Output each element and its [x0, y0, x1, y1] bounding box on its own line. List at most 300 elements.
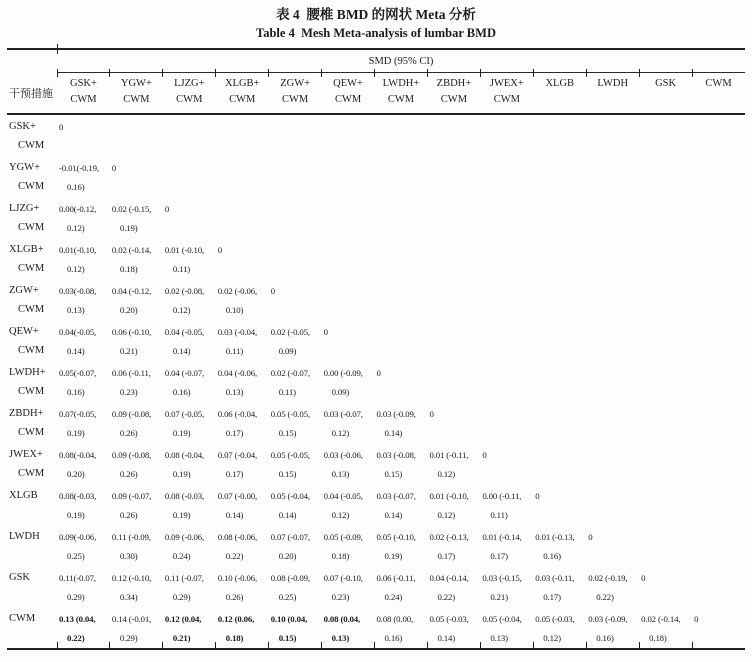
cell-line-1: 0.02 (-0.15,: [111, 204, 152, 214]
cell-line-2: 0.19): [67, 510, 85, 520]
table-row: [7, 484, 745, 525]
cell: [269, 320, 322, 361]
cell-line-1: 0.02 (-0.14,: [111, 245, 152, 255]
cell-line-1: 0.03(-0.08,: [59, 286, 97, 296]
row-header-label: 干预措施: [7, 73, 57, 115]
cell-line-1: 0.00 (-0.11,: [482, 491, 522, 501]
cell-line-2: 0.19): [172, 469, 191, 479]
cell: [480, 525, 533, 566]
cell: [57, 361, 110, 402]
column-header: [639, 73, 692, 115]
cell: [110, 443, 163, 484]
cell-line-1: 0.01 (-0.10,: [164, 245, 205, 255]
row-label: [7, 238, 57, 279]
cell-line-2: 0.13): [331, 469, 350, 479]
cell: [216, 238, 269, 279]
cell: [427, 525, 480, 566]
cell-line-1: 0.05 (-0.09,: [323, 532, 363, 542]
cell-line-1: 0: [270, 286, 275, 296]
column-header: [427, 73, 480, 115]
cell-line-1: XLGB+: [224, 78, 260, 89]
table-row: [7, 320, 745, 361]
cell-line-1: 0.03 (-0.15,: [482, 573, 522, 583]
cell-line-2: 0.14): [172, 346, 191, 356]
table-row: [7, 402, 745, 443]
cell-line-1: 0.07(-0.05,: [59, 409, 97, 419]
cell-line-2: 0.13): [331, 633, 350, 643]
cell-line-1: 0.11 (-0.09,: [111, 532, 151, 542]
cell-line-1: 0.01 (-0.13,: [535, 532, 575, 542]
cell: [322, 566, 375, 607]
meta-analysis-table: [7, 48, 745, 650]
cell: [322, 443, 375, 484]
cell: [639, 566, 692, 607]
cell-line-1: 0.12 (-0.10,: [111, 573, 152, 583]
cell: [57, 443, 110, 484]
cell-line-1: 0.03 (-0.06,: [323, 450, 363, 460]
cell-line-1: 0.02 (-0.19,: [588, 573, 628, 583]
cell: [163, 566, 216, 607]
cell-line-2: 0.09): [331, 387, 350, 397]
cell-line-2: 0.11): [278, 387, 296, 397]
cell-line-1: 0.04(-0.05,: [59, 327, 97, 337]
cell-line-1: 0.03 (-0.11,: [535, 573, 575, 583]
cell-line-1: 0.01 (-0.11,: [429, 450, 469, 460]
cell-line-1: 0.11 (-0.07,: [164, 573, 204, 583]
cell-line-1: 0.04 (-0.07,: [164, 368, 205, 378]
cell-line-2: 0.11): [225, 346, 244, 356]
cell-line-1: 0: [111, 163, 117, 173]
cell: [269, 402, 322, 443]
cell-line-2: CWM: [334, 93, 362, 105]
cell-line-2: 0.24): [384, 592, 403, 602]
cell-line-1: LJZG+: [174, 78, 205, 89]
cell-line-1: XLGB: [9, 490, 38, 501]
cell-line-1: LWDH+: [382, 78, 420, 89]
cell-line-1: YGW+: [9, 162, 40, 173]
cell-line-1: JWEX+: [9, 449, 43, 460]
cell-line-1: 0.00(-0.12,: [59, 204, 97, 214]
cell-line-2: 0.26): [119, 469, 138, 479]
cell: [427, 402, 480, 443]
cell: [163, 197, 216, 238]
cell-line-2: 0.12): [67, 223, 85, 233]
cell: [692, 607, 745, 649]
cell-line-2: 0.16): [172, 387, 191, 397]
cell: [57, 197, 110, 238]
cell: [163, 607, 216, 649]
cell-line-1: 0.10 (0.04,: [270, 614, 308, 624]
cell-line-2: 0.15): [384, 469, 403, 479]
cell-line-1: JWEX+: [489, 78, 524, 89]
table-row: [7, 238, 745, 279]
cell-line-1: 0: [429, 409, 434, 419]
cell-line-1: 0.08 (0.00,: [376, 614, 413, 624]
cell-line-1: 0.06 (-0.04,: [217, 409, 258, 419]
cell-line-1: 0.03 (-0.08,: [376, 450, 416, 460]
cell-line-1: GSK: [9, 572, 31, 583]
column-header-row: [7, 73, 745, 115]
table-row: [7, 114, 745, 156]
table-row: [7, 607, 745, 649]
cell-line-1: 0.08 (-0.09,: [270, 573, 310, 583]
cell-line-1: 0.03 (-0.07,: [376, 491, 416, 501]
cell-line-1: 0.00 (-0.09,: [323, 368, 363, 378]
cell-line-2: 0.26): [225, 592, 244, 602]
cell-line-2: CWM: [18, 468, 45, 479]
cell-line-2: CWM: [18, 181, 45, 192]
cell: [375, 607, 428, 649]
cell: [163, 361, 216, 402]
cell: [322, 361, 375, 402]
cell-line-2: 0.17): [490, 551, 508, 561]
table-title-en: Table 4 Mesh Meta-analysis of lumbar BMD: [256, 26, 496, 40]
cell-line-1: 0: [164, 204, 170, 214]
cell-line-2: 0.21): [172, 633, 191, 643]
cell-line-1: 0.02 (-0.07,: [270, 368, 310, 378]
cell-line-1: 0.01 (-0.10,: [429, 491, 469, 501]
cell-line-1: 0: [535, 491, 540, 501]
cell: [110, 238, 163, 279]
cell-line-1: 0.09(-0.06,: [59, 532, 97, 542]
column-header: [216, 73, 269, 115]
cell-line-1: -0.01(-0.19,: [59, 163, 99, 173]
cell-line-1: 0.02 (-0.06,: [217, 286, 258, 296]
cell-line-2: 0.29): [172, 592, 191, 602]
cell: [163, 320, 216, 361]
cell-line-1: 0.09 (-0.08,: [111, 450, 152, 460]
row-label: [7, 484, 57, 525]
cell-line-1: 0.08 (-0.06,: [217, 532, 258, 542]
cell-line-1: 0.03 (-0.04,: [217, 327, 258, 337]
column-header: [110, 73, 163, 115]
cell: [110, 566, 163, 607]
cell: [586, 607, 639, 649]
cell-line-2: 0.19): [172, 428, 191, 438]
cell-line-1: 0.07 (-0.07,: [270, 532, 310, 542]
cell-line-1: QEW+: [9, 326, 39, 337]
cell: [110, 279, 163, 320]
cell-line-1: 0.05(-0.07,: [59, 368, 97, 378]
cell-line-1: 0: [482, 450, 487, 460]
cell-line-2: 0.12): [437, 510, 456, 520]
cell: [163, 484, 216, 525]
cell-line-1: 0.08 (-0.04,: [164, 450, 205, 460]
cell-line-1: 0.03 (-0.09,: [376, 409, 416, 419]
cell-line-2: 0.15): [278, 428, 297, 438]
cell-line-2: 0.15): [278, 633, 297, 643]
row-label: [7, 279, 57, 320]
cell: [375, 566, 428, 607]
cell: [163, 402, 216, 443]
cell: [269, 279, 322, 320]
cell-line-2: 0.14): [67, 346, 85, 356]
cell-line-2: CWM: [123, 93, 150, 105]
span-header-row: [7, 49, 745, 73]
cell: [269, 484, 322, 525]
cell: [57, 279, 110, 320]
cell: [322, 320, 375, 361]
cell-line-2: 0.12): [437, 469, 456, 479]
cell-line-2: 0.11): [172, 264, 191, 274]
cell-line-2: 0.17): [437, 551, 456, 561]
cell: [533, 566, 586, 607]
cell-line-2: 0.12): [172, 305, 191, 315]
cell-line-1: 0.07 (-0.04,: [217, 450, 258, 460]
cell-line-1: LWDH: [9, 531, 40, 542]
column-header: [269, 73, 322, 115]
cell: [216, 607, 269, 649]
cell: [269, 525, 322, 566]
table-row: [7, 525, 745, 566]
cell-line-2: 0.30): [119, 551, 138, 561]
cell: [110, 402, 163, 443]
column-header: [480, 73, 533, 115]
cell-line-1: CWM: [705, 78, 732, 89]
cell-line-2: 0.25): [278, 592, 297, 602]
cell-line-1: 0.10 (-0.06,: [217, 573, 258, 583]
cell-line-1: 0.05 (-0.03,: [535, 614, 575, 624]
cell-line-1: LWDH+: [9, 367, 46, 378]
cell-line-2: 0.20): [119, 305, 138, 315]
cell-line-1: 0.12 (0.06,: [217, 614, 255, 624]
cell-line-2: 0.18): [119, 264, 138, 274]
cell-line-1: 0.04 (-0.06,: [217, 368, 258, 378]
cell: [322, 607, 375, 649]
cell-line-2: 0.14): [437, 633, 456, 643]
cell: [110, 320, 163, 361]
cell-line-1: LJZG+: [9, 203, 40, 214]
cell-line-1: 0: [588, 532, 593, 542]
cell-line-2: 0.25): [67, 551, 85, 561]
cell-line-2: CWM: [493, 93, 520, 105]
cell-line-2: 0.22): [596, 592, 614, 602]
cell-line-2: 0.29): [67, 592, 85, 602]
cell: [216, 443, 269, 484]
cell-line-2: CWM: [18, 222, 45, 233]
cell: [480, 566, 533, 607]
cell: [216, 320, 269, 361]
cell-line-1: XLGB: [545, 78, 575, 89]
cell: [163, 238, 216, 279]
cell: [427, 607, 480, 649]
cell-line-1: ZGW+: [9, 285, 39, 296]
cell-line-2: 0.20): [67, 469, 85, 479]
table-row: [7, 156, 745, 197]
cell-line-1: 0.04 (-0.05,: [323, 491, 363, 501]
cell-line-1: 0: [59, 122, 64, 132]
cell-line-2: 0.19): [119, 223, 138, 233]
cell: [57, 484, 110, 525]
cell-line-1: QEW+: [333, 78, 363, 89]
cell-line-1: GSK+: [69, 78, 97, 89]
cell-line-2: 0.18): [225, 633, 244, 643]
cell-line-1: ZGW+: [280, 78, 311, 89]
cell-line-1: 0.09 (-0.08,: [111, 409, 152, 419]
cell-line-2: CWM: [440, 93, 468, 105]
cell: [427, 566, 480, 607]
cell-line-2: CWM: [18, 386, 45, 397]
cell-line-2: CWM: [176, 93, 203, 105]
cell-line-2: 0.14): [384, 428, 403, 438]
cell: [586, 566, 639, 607]
cell: [480, 443, 533, 484]
column-header: [692, 73, 745, 115]
cell-line-2: 0.21): [119, 346, 138, 356]
cell-line-2: CWM: [18, 427, 45, 438]
cell: [216, 484, 269, 525]
cell-line-1: 0.05 (-0.05,: [270, 409, 310, 419]
cell-line-1: 0.08(-0.04,: [59, 450, 97, 460]
cell-line-2: 0.24): [172, 551, 191, 561]
table-row: [7, 279, 745, 320]
cell-line-2: 0.17): [543, 592, 561, 602]
cell-line-1: 0.09 (-0.07,: [111, 491, 152, 501]
cell: [480, 484, 533, 525]
cell-line-2: 0.12): [543, 633, 561, 643]
cell-line-2: 0.22): [437, 592, 456, 602]
cell: [480, 607, 533, 649]
cell: [110, 361, 163, 402]
cell-line-1: 0.01(-0.10,: [59, 245, 97, 255]
row-label: [7, 607, 57, 649]
cell-line-1: ZBDH+: [436, 78, 472, 89]
cell-line-2: 0.34): [119, 592, 138, 602]
cell-line-2: 0.17): [225, 428, 244, 438]
cell: [110, 607, 163, 649]
cell-line-1: ZBDH+: [9, 408, 44, 419]
cell: [375, 443, 428, 484]
cell-line-2: 0.12): [331, 510, 350, 520]
cell-line-2: CWM: [18, 345, 45, 356]
cell-line-2: CWM: [18, 140, 45, 151]
cell-line-1: 0.08(-0.03,: [59, 491, 97, 501]
cell: [57, 238, 110, 279]
cell-line-2: CWM: [18, 304, 45, 315]
cell-line-1: GSK: [655, 78, 677, 89]
cell: [110, 484, 163, 525]
cell-line-2: 0.13): [490, 633, 508, 643]
cell-line-2: 0.18): [649, 633, 667, 643]
cell-line-1: XLGB+: [9, 244, 44, 255]
cell: [375, 525, 428, 566]
cell-line-2: 0.13): [225, 387, 244, 397]
row-label: [7, 443, 57, 484]
row-label: [7, 361, 57, 402]
cell-line-1: 0.05 (-0.05,: [270, 450, 310, 460]
cell: [586, 525, 639, 566]
table-row: [7, 197, 745, 238]
cell-line-2: CWM: [387, 93, 415, 105]
cell-line-2: 0.16): [384, 633, 403, 643]
cell-line-1: 0.03 (-0.07,: [323, 409, 363, 419]
column-header: [586, 73, 639, 115]
cell: [57, 402, 110, 443]
cell-line-1: 0.04 (-0.05,: [164, 327, 205, 337]
cell-line-1: 0.01 (-0.14,: [482, 532, 522, 542]
cell-line-1: 0.13 (0.04,: [59, 614, 96, 624]
cell-line-1: 0: [641, 573, 646, 583]
row-label: [7, 114, 57, 156]
cell-line-2: 0.16): [543, 551, 561, 561]
cell-line-2: 0.21): [490, 592, 508, 602]
cell: [57, 525, 110, 566]
cell-line-1: 0.02 (-0.13,: [429, 532, 469, 542]
cell-line-1: LWDH: [597, 78, 629, 89]
cell: [639, 607, 692, 649]
cell: [57, 156, 110, 197]
cell: [163, 279, 216, 320]
table-row: [7, 566, 745, 607]
cell-line-1: 0.07 (-0.10,: [323, 573, 363, 583]
cell-line-2: 0.16): [596, 633, 614, 643]
cell-line-2: CWM: [18, 263, 45, 274]
cell-line-2: 0.19): [67, 428, 85, 438]
cell: [163, 525, 216, 566]
cell: [110, 197, 163, 238]
row-label: [7, 402, 57, 443]
table-title-zh: 表 4 腰椎 BMD 的网状 Meta 分析: [276, 7, 476, 22]
cell-line-1: 0.05 (-0.10,: [376, 532, 416, 542]
cell: [216, 361, 269, 402]
cell-line-1: 0.11(-0.07,: [59, 573, 96, 583]
cell: [322, 402, 375, 443]
cell: [533, 484, 586, 525]
cell-line-1: 0: [323, 327, 328, 337]
cell-line-2: 0.15): [278, 469, 297, 479]
cell-line-1: 0.08 (0.04,: [323, 614, 361, 624]
cell: [533, 525, 586, 566]
corner-cell: [7, 49, 57, 73]
cell-line-2: CWM: [282, 93, 309, 105]
row-label: [7, 525, 57, 566]
cell-line-2: 0.10): [225, 305, 244, 315]
cell-line-2: 0.18): [331, 551, 350, 561]
row-label: [7, 156, 57, 197]
cell: [322, 484, 375, 525]
cell: [375, 402, 428, 443]
column-header: [163, 73, 216, 115]
cell-line-2: 0.12): [67, 264, 85, 274]
cell: [269, 443, 322, 484]
cell-line-1: 0.14 (-0.01,: [111, 614, 152, 624]
cell-line-2: 0.16): [67, 182, 85, 192]
cell: [163, 443, 216, 484]
cell-line-1: 0.04 (-0.12,: [111, 286, 152, 296]
cell-line-2: 0.11): [490, 510, 508, 520]
cell-line-1: 0.06 (-0.11,: [111, 368, 151, 378]
cell-line-1: 0.05 (-0.03,: [429, 614, 469, 624]
cell-line-2: 0.26): [119, 510, 138, 520]
cell-line-1: 0.06 (-0.11,: [376, 573, 416, 583]
cell-line-2: 0.19): [384, 551, 403, 561]
cell: [269, 566, 322, 607]
cell-line-1: YGW+: [120, 78, 152, 89]
cell: [216, 525, 269, 566]
cell-line-2: 0.22): [67, 633, 85, 643]
cell-line-2: CWM: [70, 93, 97, 105]
cell-line-2: 0.14): [225, 510, 244, 520]
row-label: [7, 197, 57, 238]
cell-line-2: 0.13): [67, 305, 85, 315]
cell-line-1: 0.05 (-0.04,: [482, 614, 522, 624]
cell: [427, 484, 480, 525]
cell-line-2: 0.09): [278, 346, 297, 356]
cell-line-2: CWM: [229, 93, 256, 105]
cell-line-2: 0.23): [331, 592, 350, 602]
cell: [57, 566, 110, 607]
cell: [375, 484, 428, 525]
